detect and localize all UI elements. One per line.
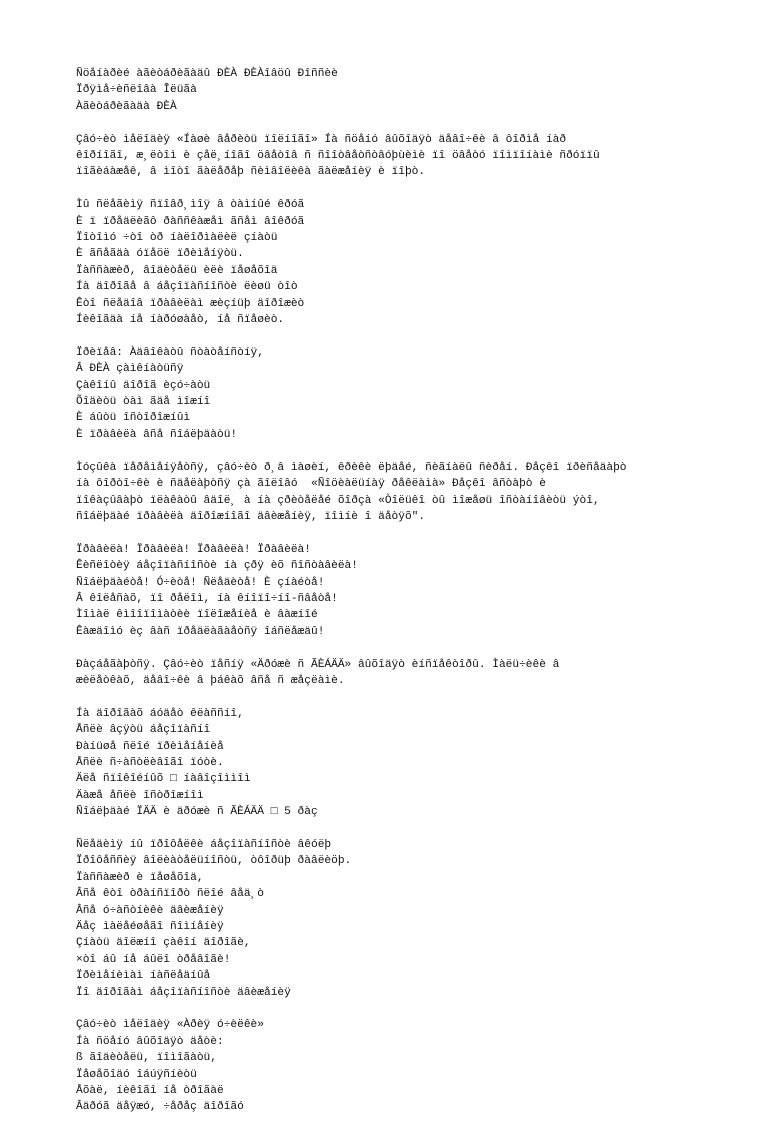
text-line: Ïî äîðîãàì áåçîïàñíîñòè äâèæåíèÿ bbox=[76, 986, 291, 999]
text-line: È ï ïðåäëèãô ðàññêàæåì ãñåì âîêðóã bbox=[76, 215, 305, 228]
document-body bbox=[76, 66, 716, 1116]
text-line: ïîãèáàæåê, â ìîòî ãàëåðåþ ñèìâîëèêà ãàëæåíèÿ è ïîþò. bbox=[76, 166, 426, 179]
text-line: Çíàòü äîëæíî çàêîí äîðîãè, bbox=[76, 937, 251, 950]
text-line: Ïåøåõîäó îáúÿñíèòü bbox=[76, 1068, 197, 1081]
paragraph bbox=[76, 460, 716, 526]
text-line: Â êîëåñàõ, ïî ðåëîì, íà êíîïî÷íî-ñâåòå! bbox=[76, 592, 338, 605]
text-line: Åñëè âçÿòü áåçîïàñíî bbox=[76, 724, 211, 737]
document-page bbox=[76, 66, 716, 1132]
text-line: Ìû ñëåãèìÿ ñïîâð¸ìîÿ â òàìíûé êðóã bbox=[76, 199, 305, 212]
text-line: êîðíîãî, æ¸ëòîì è çåë¸íîãî öâåòîâ ñ ñîîòâåòñòâóþùèìè ïî öâåòó ïîìïîíàìè ñðóïïû bbox=[76, 150, 600, 163]
text-line: Àãèòáðèãàäà ÐÈÀ bbox=[76, 100, 177, 113]
text-line: Õîäèòü òàì ãäå ìîæíî bbox=[76, 396, 211, 409]
text-line: Äàæå åñëè îñòðîæíîì bbox=[76, 789, 204, 802]
text-line: È ïðàâèëà âñå ñîáëþäàòü! bbox=[76, 428, 238, 441]
text-line: Ñëåäèìÿ íû ïðîôåëêè áåçîïàñíîñòè âêóëþ bbox=[76, 838, 332, 851]
text-line: Äëå ñïîêîéíûõ □ íàâîçîììîì bbox=[76, 773, 251, 786]
text-line: Êèñëîòèÿ áåçîïàñíîñòè íà çðÿ èõ ñîñòàâèëà! bbox=[76, 560, 358, 573]
text-line: Êàæäîìó èç âàñ ïðåäëàãàåòñÿ îáñëåæäû! bbox=[76, 625, 325, 638]
paragraph bbox=[76, 1017, 716, 1115]
text-line: Ïðèìåíèìàì íàñëåäíûå bbox=[76, 970, 211, 983]
text-line: Ðàíüøå ñëîé ïðèìåíåíèå bbox=[76, 740, 224, 753]
text-line: Â ÐÈÀ çàìêíàòüñÿ bbox=[76, 363, 184, 376]
text-line: Íà äîðîãàõ áóäåò êëàññíî, bbox=[76, 707, 244, 720]
text-line: Êòî ñëåäîâ ïðàâèëàì æèçíüþ äîðîæèò bbox=[76, 297, 305, 310]
text-line: Íèêîãäà íå íàðóøàåò, íå ñïåøèò. bbox=[76, 314, 285, 327]
text-line: Ïàññàæèð, âîäèòåëü èëè ïåøåõîä bbox=[76, 264, 278, 277]
text-line: Ïðîôåññèÿ âîëèàòåëüíîñòü, òôîðüþ ðàâëèöþ. bbox=[76, 855, 352, 868]
text-line: Çâó÷èò ìåëîäèÿ «Íàøè âåðèòü ïîëíîãî» Íà ñöåíó âûõîäÿò äåâî÷êè â ôîðìå íàð bbox=[76, 133, 567, 146]
text-line: È ãñåãäà óïåöë ïðèìåíÿòü. bbox=[76, 248, 244, 261]
paragraph bbox=[76, 345, 716, 443]
text-line: íà ôîðòî÷êè è ñäåëàþòñÿ çà ãîëîâó «Ñîöèàëüíàÿ ðåêëàìà» Ðåçêî âñòàþò è bbox=[76, 478, 546, 491]
text-line: Íà ñöåíó âûõîäÿò äåòè: bbox=[76, 1035, 224, 1048]
paragraph bbox=[76, 837, 716, 1001]
paragraph bbox=[76, 197, 716, 328]
text-line: æèëåòêàõ, äåâî÷êè â þáêàõ âñå ñ æåçëàìè. bbox=[76, 674, 345, 687]
paragraph bbox=[76, 542, 716, 640]
text-line: Åõàë, íèêîãî íå òðîãàë bbox=[76, 1085, 224, 1098]
text-line: Çàêîíû äîðîã èçó÷àòü bbox=[76, 379, 211, 392]
paragraph bbox=[76, 706, 716, 821]
paragraph bbox=[76, 132, 716, 181]
text-line: ×òî áû íå áûëî òðåâîãè! bbox=[76, 953, 231, 966]
paragraph bbox=[76, 657, 716, 690]
paragraph bbox=[76, 66, 716, 115]
text-line: Ñîáëþäàé ÏÄÄ è äðóæè ñ ÃÈÁÄÄ □ 5 ðàç bbox=[76, 806, 318, 819]
text-line: È áûòü îñòîðîæíûì bbox=[76, 412, 191, 425]
text-line: Ñîáëþäàéòå! Ó÷èòå! Ñëåäèòå! È çíàéòå! bbox=[76, 576, 325, 589]
text-line: ïîêàçûâàþò ïëàêàòû âäîë¸ à íà çðèòåëåé õîðçà «Òîëüêî òû ìîæåøü îñòàíîâèòü ýòî, bbox=[76, 494, 600, 507]
text-line: Çâó÷èò ìåëîäèÿ «Àðèÿ ó÷èëêè» bbox=[76, 1019, 264, 1032]
text-line: Ïðàâèëà! Ïðàâèëà! Ïðàâèëà! Ïðàâèëà! bbox=[76, 543, 311, 556]
text-line: Âäðóã äåÿæó, ÷åðåç äîðîãó bbox=[76, 1101, 244, 1114]
text-line: Âñå ó÷àñòíèêè äâèæåíèÿ bbox=[76, 904, 224, 917]
text-line: ß ãîäèòåëü, ïîìîãàòü, bbox=[76, 1052, 217, 1065]
text-line: Åñëè ñ÷àñòëèâîãî ïóòè. bbox=[76, 756, 224, 769]
text-line: Ïàññàæèð è ïåøåõîä, bbox=[76, 871, 204, 884]
text-line: Ïîòîìó ÷òî òð íàëîðìàëèë çíàòü bbox=[76, 232, 278, 245]
text-line: Ìóçûêà ïåðåìåíÿåòñÿ, çâó÷èò ð¸â ìàøèí, êðèêè ëþäåé, ñèãíàëû ñèðåí. Ðåçêî ïðèñåäàþò bbox=[76, 461, 627, 474]
text-line: Äåç ìàëåéøåãî ñîìíåíèÿ bbox=[76, 921, 224, 933]
text-line: Ïðÿìå÷èñëîâà Îëüãà bbox=[76, 84, 197, 97]
text-line: ñîáëþäàé ïðàâèëà äîðîæíîãî äâèæåíèÿ, ïîìíè î äåòÿõ". bbox=[76, 510, 426, 523]
text-line: Ìîìàë êìîîïîìàòèè ïîëîæåíèå è âàæíîé bbox=[76, 609, 318, 622]
text-line: Íà äîðîãå â áåçîïàñíîñòè ëèøü òîò bbox=[76, 281, 298, 294]
text-line: Ñöåíàðèé àãèòáðèãàäû ÐÈÀ ÐÈÀîâöû Ðîññèè bbox=[76, 68, 338, 80]
text-line: Ïðèïåâ: Àäâîêàòû ñòàòåíñòíÿ, bbox=[76, 346, 264, 359]
text-line: Âñå êòî òðàíñïîðò ñëîé âåä¸ò bbox=[76, 888, 264, 901]
text-line: Ðàçáåãàþòñÿ. Çâó÷èò ïåñíÿ «Äðóæè ñ ÃÈÁÄÄ» âûõîäÿò èíñïåêòîðû. Ìàëü÷èêè â bbox=[76, 658, 560, 671]
